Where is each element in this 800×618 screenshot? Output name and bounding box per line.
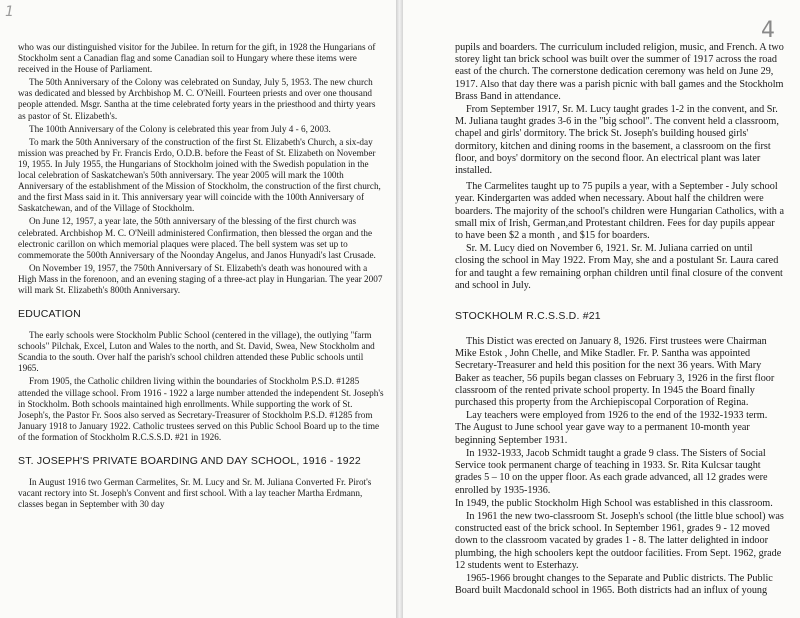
section-heading-education: EDUCATION bbox=[18, 308, 81, 321]
paragraph: pupils and boarders. The curriculum included religion, music, and French. A two storey light tan brick school was built over the summer of 1917 across the road east of the church. The cornerstone dedication ceremony was held on June 29, 1917. Also that day there was a parish picnic with ball games and the Stockholm Brass Band in attendance. bbox=[455, 42, 784, 102]
paragraph: In 1961 the new two-classroom St. Joseph's school (the little blue school) was constructed east of the brick school. In September 1961, grades 9 - 12 moved down to the classroom vacated by grades 1 - 8. The latter delighted in indoor plumbing, the high schoolers kept the outdoor facilities. From Sept. 1962, grade 12 students went to Esterhazy. bbox=[455, 510, 784, 571]
paragraph: 1965-1966 brought changes to the Separate and Public districts. The Public Board built Macdonald school in 1965. Both districts had an influx of young bbox=[455, 572, 773, 597]
right-page bbox=[403, 0, 800, 618]
paragraph: From 1905, the Catholic children living within the boundaries of Stockholm P.S.D. #1285 attended the village school. From 1916 - 1922 a large number attended the independent St. Joseph's in Stockholm. Both schools maintained high enrollments. While supporting the work of St. Joseph's, the Pastor Fr. Soos also served as Secretary-Treasurer of Stockholm P.S.D. #1285 from January 1918 to January 1922. Catholic trustees served on this Public School Board up to the time of the formation of Stockholm R.C.S.S.D. #21 in 1926. bbox=[18, 376, 384, 442]
paragraph: To mark the 50th Anniversary of the construction of the first St. Elizabeth's Church, a six-day mission was preached by Fr. Francis Erdo, O.D.B. before the Feast of St. Elizabeth on November 19, 1955. In July 1955, the Hungarians of Stockholm joined with the Swedish population in the local celebration of Saskatchewan's 50th anniversary. The year 2005 will mark the 100th Anniversary of the establishment of the Mission of Stockholm, the construction of the first church, and the first Mass said in it. This anniversary year will coincide with the 100th Anniversary of Saskatchewan, and of the Village of Stockholm. bbox=[18, 136, 381, 214]
section-heading-st-joseph: ST. JOSEPH'S PRIVATE BOARDING AND DAY SCHOOL, 1916 - 1922 bbox=[18, 455, 361, 467]
paragraph: In August 1916 two German Carmelites, Sr. M. Lucy and Sr. M. Juliana Converted Fr. Pirot's vacant rectory into St. Joseph's Convent and first school. With a lay teacher Martha Erdmann, classes began in September with 30 day bbox=[18, 477, 372, 510]
paragraph: On June 12, 1957, a year late, the 50th anniversary of the blessing of the first church was celebrated. Archbishop M. C. O'Neill administered Confirmation, then blessed the organ and the electronic carillon on which memorial plaques were placed. The bell system was set up to commemorate the 500th Anniversary of the Noonday Angelus, and Janos Hunyadi's last Crusade. bbox=[18, 216, 376, 260]
right-page-number: 4 bbox=[761, 18, 775, 43]
book-gutter bbox=[396, 0, 403, 618]
paragraph: In 1949, the public Stockholm High School was established in this classroom. bbox=[455, 497, 773, 509]
paragraph: The Carmelites taught up to 75 pupils a year, with a September - July school year. Kindergarten was added when necessary. About half the children were boarders. The majority of the school's children were Hungarian Catholics, with a small mix of Irish, German,and Protestant children. Fees for day pupils appear to have been $2 a month , and $15 for boarders. bbox=[455, 181, 784, 242]
paragraph: The 100th Anniversary of the Colony is celebrated this year from July 4 - 6, 2003. bbox=[29, 123, 331, 134]
paragraph: On November 19, 1957, the 750th Anniversary of St. Elizabeth's death was honoured with a High Mass in the forenoon, and an evening staging of a three-act play in Hungarian. The year 2007 will mark St. Elizabeth's 800th Anniversary. bbox=[18, 262, 383, 295]
paragraph: This Distict was erected on January 8, 1926. First trustees were Chairman Mike Estok , John Chelle, and Mike Stadler. Fr. P. Santha was appointed Secretary-Treasurer and held this position for the next 36 years. With Mary Baker as teacher, 56 pupils began classes on February 3, 1926 in the first floor classroom of the rented private school property. In 1945 the Board finally purchased this property from the Archiepiscopal Corporation of Regina. bbox=[455, 336, 775, 409]
paragraph: In 1932-1933, Jacob Schmidt taught a grade 9 class. The Sisters of Social Service took permanent charge of teaching in 1933. Sr. Rita Kulcsar taught grades 5 – 10 on the upper floor. As each grade advanced, all 12 grades were enrolled by 1935-1936. bbox=[455, 447, 768, 496]
paragraph: Sr. M. Lucy died on November 6, 1921. Sr. M. Juliana carried on until closing the school in May 1922. From May, she and a postulant Sr. Laura cared for and taught a few remaining orphan children until final closure of the convent and school in July. bbox=[455, 243, 783, 291]
left-page bbox=[0, 0, 396, 618]
paragraph: who was our distinguished visitor for the Jubilee. In return for the gift, in 1928 the Hungarians of Stockholm sent a Canadian flag and some Canadian soil to Hungary where these items were received in the House of Parliament. bbox=[18, 42, 376, 75]
left-page-number: 1 bbox=[5, 4, 14, 20]
paragraph: The early schools were Stockholm Public School (centered in the village), the outlying "farm schools" Pilchak, Excel, Luton and Wales to the north, and St. David, Swea, New Stockholm and Scandia to the south. Over half the parish's school children attended these Public schools until 1965. bbox=[18, 330, 375, 374]
paragraph: Lay teachers were employed from 1926 to the end of the 1932-1933 term. The August to June school year gave way to a permanent 10-month year beginning September 1931. bbox=[455, 410, 768, 446]
paragraph: The 50th Anniversary of the Colony was celebrated on Sunday, July 5, 1953. The new church was dedicated and blessed by Archbishop M. C. O'Neill. Fourteen priests and over one thousand people attended. Msgr. Santha at the time celebrated forty years in the priesthood and thirty years as pastor of St. Elizabeth's. bbox=[18, 77, 376, 121]
section-heading-stockholm: STOCKHOLM R.C.S.S.D. #21 bbox=[455, 310, 601, 323]
paragraph: From September 1917, Sr. M. Lucy taught grades 1-2 in the convent, and Sr. M. Juliana taught grades 3-6 in the "big school". The convent held a classroom, chapel and girls' dormitory. The brick St. Joseph's building housed girls' dormitory, kitchen and dining rooms in the basement, a classroom on the first floor, and boys' dormitory on the second floor. An electrical plant was later installed. bbox=[455, 104, 779, 177]
